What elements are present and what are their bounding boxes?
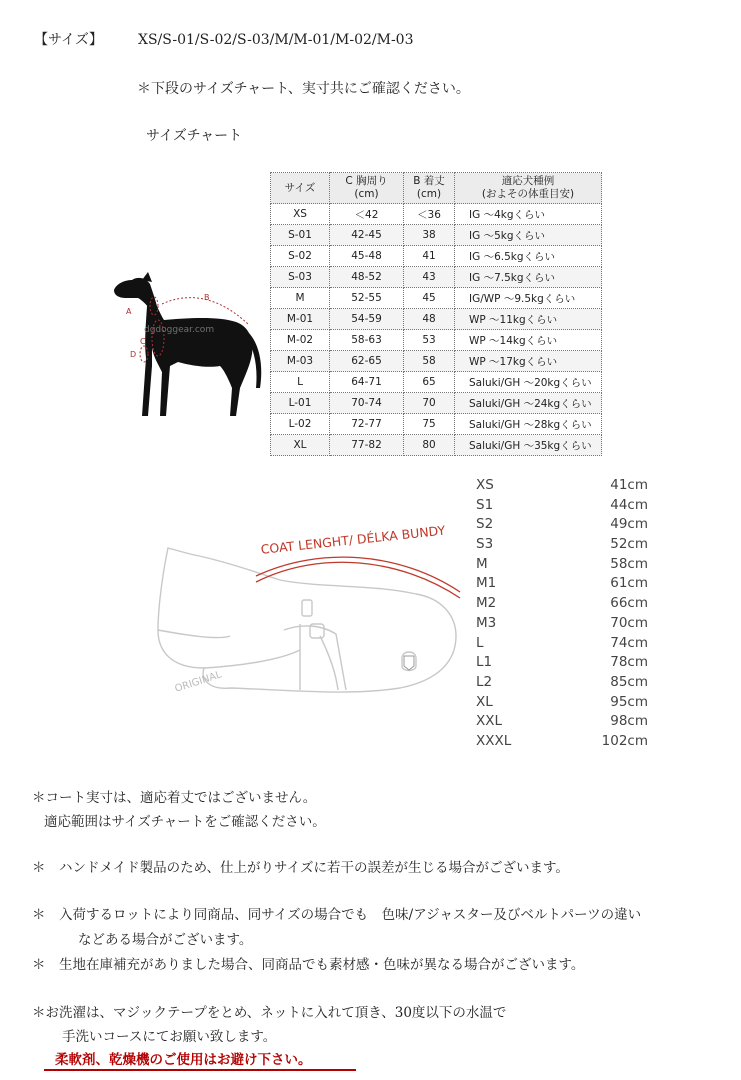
coat-size: L2 bbox=[476, 673, 493, 690]
list-item bbox=[470, 614, 648, 634]
list-item bbox=[470, 594, 648, 614]
list-item bbox=[470, 732, 648, 752]
dog-measurement-figure bbox=[108, 262, 268, 422]
cell-length: 75 bbox=[404, 414, 455, 435]
coat-length-value: 85cm bbox=[610, 673, 648, 690]
coat-length-value: 41cm bbox=[610, 477, 648, 493]
note-wash-1: ＊お洗濯は、マジックテープをとめ、ネットに入れて頂き、30度以下の水温で bbox=[32, 1005, 507, 1021]
cell-chest: 72-77 bbox=[330, 414, 404, 435]
cell-size: M-02 bbox=[271, 330, 330, 351]
label-d: D bbox=[130, 350, 137, 359]
cell-chest: 77-82 bbox=[330, 435, 404, 456]
coat-size: M bbox=[476, 555, 488, 572]
cell-chest: ＜42 bbox=[330, 204, 404, 225]
cell-breed: WP ～14kgくらい bbox=[455, 330, 602, 351]
size-values: XS/S-01/S-02/S-03/M/M-01/M-02/M-03 bbox=[138, 32, 414, 48]
cell-breed: IG ～7.5kgくらい bbox=[455, 267, 602, 288]
cell-chest: 58-63 bbox=[330, 330, 404, 351]
coat-length-value: 44cm bbox=[610, 496, 648, 513]
coat-size: S1 bbox=[476, 496, 494, 513]
table-row bbox=[271, 225, 602, 246]
size-label: 【サイズ】 bbox=[34, 32, 103, 48]
coat-illustration bbox=[150, 540, 470, 710]
list-item bbox=[470, 693, 648, 713]
coat-size: XL bbox=[476, 693, 493, 710]
cell-chest: 64-71 bbox=[330, 372, 404, 393]
coat-length-value: 74cm bbox=[610, 634, 648, 651]
coat-size: M2 bbox=[476, 595, 497, 612]
list-item bbox=[470, 653, 648, 673]
coat-watermark: ORIGINAL bbox=[173, 669, 223, 695]
size-chart-header-row bbox=[271, 173, 602, 204]
warning-text: 柔軟剤、乾燥機のご使用はお避け下さい。 bbox=[44, 1049, 356, 1071]
label-b: B bbox=[204, 293, 210, 302]
label-c: C bbox=[140, 337, 146, 346]
label-a: A bbox=[126, 307, 132, 316]
check-note: ＊下段のサイズチャート、実寸共にご確認ください。 bbox=[137, 81, 470, 97]
header-length: B 着丈 (cm) bbox=[404, 173, 455, 204]
note-lot-1: ＊ 入荷するロットにより同商品、同サイズの場合でも 色味/アジャスター及びベルトパーツの違い bbox=[32, 907, 642, 923]
coat-size: L bbox=[476, 634, 484, 651]
cell-breed: WP ～11kgくらい bbox=[455, 309, 602, 330]
cell-size: M-01 bbox=[271, 309, 330, 330]
header-chest: C 胸周り (cm) bbox=[330, 173, 404, 204]
cell-breed: IG ～5kgくらい bbox=[455, 225, 602, 246]
coat-length-value: 102cm bbox=[601, 732, 648, 749]
cell-size: XS bbox=[271, 204, 330, 225]
cell-size: M bbox=[271, 288, 330, 309]
cell-breed: Saluki/GH ～24kgくらい bbox=[455, 393, 602, 414]
table-row bbox=[271, 309, 602, 330]
list-item bbox=[470, 496, 648, 516]
table-row bbox=[271, 351, 602, 372]
table-row bbox=[271, 393, 602, 414]
coat-length-value: 58cm bbox=[610, 555, 648, 572]
cell-size: L bbox=[271, 372, 330, 393]
cell-breed: IG ～6.5kgくらい bbox=[455, 246, 602, 267]
coat-size: XS bbox=[476, 477, 494, 493]
table-row bbox=[271, 414, 602, 435]
cell-length: 38 bbox=[404, 225, 455, 246]
cell-length: 41 bbox=[404, 246, 455, 267]
dog-silhouette-icon bbox=[114, 272, 261, 416]
list-item bbox=[470, 574, 648, 594]
coat-length-value: 61cm bbox=[610, 575, 648, 592]
cell-length: ＜36 bbox=[404, 204, 455, 225]
cell-chest: 62-65 bbox=[330, 351, 404, 372]
table-row bbox=[271, 330, 602, 351]
cell-breed: Saluki/GH ～20kgくらい bbox=[455, 372, 602, 393]
header-size: サイズ bbox=[271, 173, 330, 204]
coat-size: XXL bbox=[476, 713, 503, 730]
chart-heading: サイズチャート bbox=[146, 128, 243, 144]
coat-size: XXXL bbox=[476, 732, 512, 749]
cell-chest: 70-74 bbox=[330, 393, 404, 414]
list-item bbox=[470, 712, 648, 732]
coat-length-value: 78cm bbox=[610, 654, 648, 671]
cell-length: 58 bbox=[404, 351, 455, 372]
coat-length-value: 70cm bbox=[610, 614, 648, 631]
table-row bbox=[271, 267, 602, 288]
coat-size: M1 bbox=[476, 575, 497, 592]
cell-breed: IG/WP ～9.5kgくらい bbox=[455, 288, 602, 309]
list-item bbox=[470, 673, 648, 693]
coat-length-value: 49cm bbox=[610, 516, 648, 533]
size-chart-body bbox=[271, 204, 602, 456]
cell-size: XL bbox=[271, 435, 330, 456]
note-coat-size-1: ＊コート実寸は、適応着丈ではございません。 bbox=[32, 790, 317, 806]
list-item bbox=[470, 555, 648, 575]
cell-size: S-01 bbox=[271, 225, 330, 246]
table-row bbox=[271, 246, 602, 267]
header-breed: 適応犬種例 (およその体重目安) bbox=[455, 173, 602, 204]
list-item bbox=[470, 634, 648, 654]
cell-breed: WP ～17kgくらい bbox=[455, 351, 602, 372]
cell-length: 80 bbox=[404, 435, 455, 456]
cell-length: 45 bbox=[404, 288, 455, 309]
cell-length: 53 bbox=[404, 330, 455, 351]
cell-size: L-01 bbox=[271, 393, 330, 414]
coat-size: S2 bbox=[476, 516, 494, 533]
coat-title: COAT LENGHT/ DÉLKA BUNDY bbox=[260, 522, 446, 557]
note-lot-2: などある場合がございます。 bbox=[78, 932, 253, 948]
cell-chest: 52-55 bbox=[330, 288, 404, 309]
cell-size: S-02 bbox=[271, 246, 330, 267]
coat-logo-icon bbox=[404, 656, 414, 670]
cell-breed: Saluki/GH ～35kgくらい bbox=[455, 435, 602, 456]
cell-size: M-03 bbox=[271, 351, 330, 372]
table-row bbox=[271, 288, 602, 309]
list-item bbox=[470, 535, 648, 555]
cell-length: 48 bbox=[404, 309, 455, 330]
cell-breed: Saluki/GH ～28kgくらい bbox=[455, 414, 602, 435]
list-item bbox=[470, 476, 648, 496]
coat-size: S3 bbox=[476, 536, 494, 553]
note-wash-2: 手洗いコースにてお願い致します。 bbox=[62, 1029, 277, 1045]
cell-length: 43 bbox=[404, 267, 455, 288]
cell-chest: 45-48 bbox=[330, 246, 404, 267]
cell-size: S-03 bbox=[271, 267, 330, 288]
table-row bbox=[271, 435, 602, 456]
coat-length-value: 66cm bbox=[610, 595, 648, 612]
note-handmade: ＊ ハンドメイド製品のため、仕上がりサイズに若干の誤差が生じる場合がございます。 bbox=[32, 860, 569, 876]
list-item bbox=[470, 515, 648, 535]
cell-chest: 42-45 bbox=[330, 225, 404, 246]
coat-size: L1 bbox=[476, 654, 493, 671]
coat-length-value: 52cm bbox=[610, 536, 648, 553]
cell-chest: 48-52 bbox=[330, 267, 404, 288]
cell-size: L-02 bbox=[271, 414, 330, 435]
cell-length: 65 bbox=[404, 372, 455, 393]
cell-length: 70 bbox=[404, 393, 455, 414]
note-coat-size-2: 適応範囲はサイズチャートをご確認ください。 bbox=[44, 814, 326, 830]
coat-length-value: 98cm bbox=[610, 713, 648, 730]
cell-chest: 54-59 bbox=[330, 309, 404, 330]
table-row bbox=[271, 204, 602, 225]
note-fabric: ＊ 生地在庫補充がありました場合、同商品でも素材感・色味が異なる場合がございます。 bbox=[32, 957, 585, 973]
dog-watermark: dgdoggear.com bbox=[144, 325, 215, 335]
cell-breed: IG ～4kgくらい bbox=[455, 204, 602, 225]
table-row bbox=[271, 372, 602, 393]
size-chart-table bbox=[270, 172, 602, 456]
coat-length-list bbox=[470, 476, 648, 752]
coat-size: M3 bbox=[476, 614, 497, 631]
coat-length-value: 95cm bbox=[610, 693, 648, 710]
